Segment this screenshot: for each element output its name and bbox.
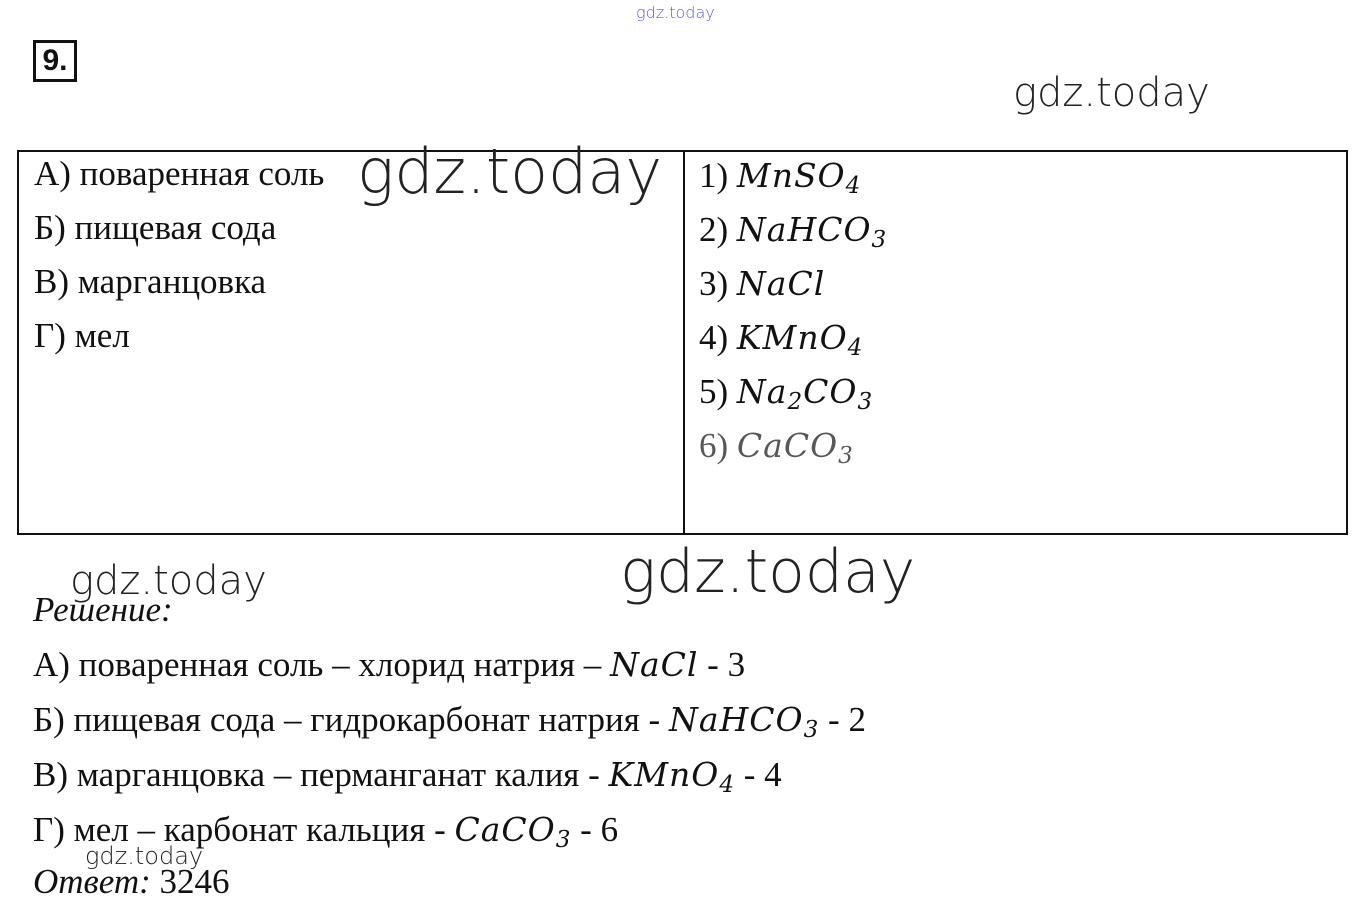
solution-line: Г) мел – карбонат кальция - CaCO$_3$ - 6 (33, 810, 619, 853)
substance-item: А) поваренная соль (34, 154, 325, 193)
watermark-left: gdz.today (70, 558, 267, 604)
solution-line: В) марганцовка – перманганат калия - KMnO$_4$ - 4 (33, 755, 782, 798)
answer-label: Ответ: (33, 862, 151, 901)
solution-line: А) поваренная соль – хлорид натрия – NaCl - 3 (33, 645, 746, 684)
substance-item: Б) пищевая сода (34, 208, 277, 247)
task-number: 9. (33, 40, 77, 82)
formula-item: 3) NaCl (699, 264, 826, 303)
chemical-formula: $Na_2CO_3$ (736, 372, 874, 415)
solution-heading: Решение: (33, 590, 173, 629)
table-divider (683, 152, 685, 533)
chemical-formula: KMnO$_4$ (736, 318, 864, 361)
watermark-center: gdz.today (620, 537, 916, 607)
chemical-formula: NaHCO$_3$ (736, 210, 888, 253)
formula-item: 6) CaCO$_3$ (699, 426, 854, 469)
chemical-formula: CaCO$_3$ (736, 426, 854, 469)
solution-line: Б) пищевая сода – гидрокарбонат натрия - NaHCO$_3$ - 2 (33, 700, 866, 743)
formula-item: 2) NaHCO$_3$ (699, 210, 888, 253)
formula-item: 4) KMnO$_4$ (699, 318, 864, 361)
substance-item: В) марганцовка (34, 262, 267, 301)
substance-item: Г) мел (34, 316, 130, 355)
watermark-bottom: gdz.today (85, 842, 204, 870)
chemical-formula: KMnO$_4$ (608, 755, 736, 798)
formula-item: 5) $Na_2CO_3$ (699, 372, 874, 415)
chemical-formula: NaCl (610, 645, 699, 684)
chemical-formula: NaCl (736, 264, 826, 303)
answer-value: 3246 (150, 862, 230, 901)
chemical-formula: NaHCO$_3$ (668, 700, 820, 743)
matching-table (17, 150, 1348, 535)
watermark-table: gdz.today (357, 135, 663, 208)
chemical-formula: CaCO$_3$ (454, 810, 572, 853)
watermark-top: gdz.today (636, 3, 715, 22)
formula-item: 1) MnSO$_4$ (699, 156, 862, 199)
watermark-right: gdz.today (1013, 70, 1210, 116)
chemical-formula: MnSO$_4$ (736, 156, 862, 199)
